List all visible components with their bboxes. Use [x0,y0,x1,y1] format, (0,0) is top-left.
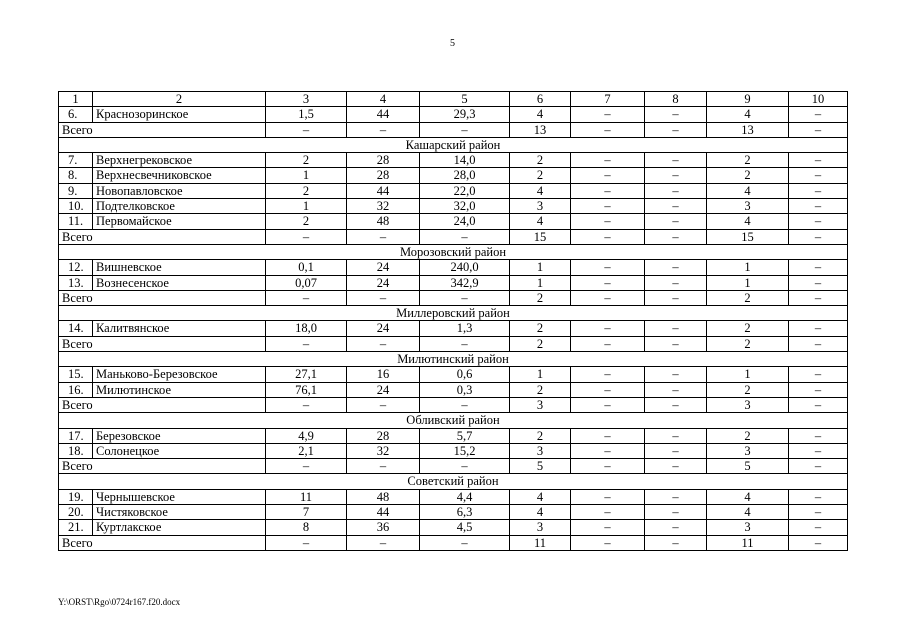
value-cell: 3 [510,199,571,214]
value-cell: – [645,199,707,214]
settlement-name: Вишневское [93,260,266,275]
value-cell: – [789,382,848,397]
value-cell: – [789,520,848,535]
value-cell: 5,7 [420,428,510,443]
total-value-cell: 5 [707,459,789,474]
value-cell: 8 [266,520,347,535]
region-heading: Морозовский район [59,244,848,259]
total-value-cell: – [789,535,848,550]
value-cell: 27,1 [266,367,347,382]
total-value-cell: – [789,229,848,244]
value-cell: 24 [347,275,420,290]
total-value-cell: – [789,459,848,474]
value-cell: – [645,153,707,168]
total-value-cell: 13 [707,122,789,137]
settlement-name: Солонецкое [93,443,266,458]
settlement-name: Вознесенское [93,275,266,290]
total-label: Всего [59,290,266,305]
value-cell: 2 [510,428,571,443]
row-number: 11. [59,214,93,229]
value-cell: 32,0 [420,199,510,214]
value-cell: 1 [707,260,789,275]
value-cell: – [571,107,645,122]
region-heading: Советский район [59,474,848,489]
value-cell: 36 [347,520,420,535]
value-cell: – [645,520,707,535]
settlement-name: Новопавловское [93,183,266,198]
value-cell: 4 [707,183,789,198]
total-value-cell: 13 [510,122,571,137]
total-row [59,397,848,412]
value-cell: 14,0 [420,153,510,168]
total-row [59,459,848,474]
total-row [59,229,848,244]
value-cell: – [789,214,848,229]
value-cell: 4,5 [420,520,510,535]
settlement-name: Березовское [93,428,266,443]
total-value-cell: – [571,459,645,474]
value-cell: – [789,275,848,290]
value-cell: 4 [510,489,571,504]
value-cell: 2 [707,168,789,183]
total-value-cell: – [420,397,510,412]
row-number: 16. [59,382,93,397]
value-cell: 11 [266,489,347,504]
value-cell: 18,0 [266,321,347,336]
value-cell: – [645,214,707,229]
value-cell: 1 [510,275,571,290]
settlement-name: Первомайское [93,214,266,229]
value-cell: 1 [707,367,789,382]
settlement-name: Чистяковское [93,505,266,520]
column-number-header: 5 [420,92,510,107]
column-number-header: 1 [59,92,93,107]
value-cell: 0,1 [266,260,347,275]
total-value-cell: – [789,336,848,351]
total-value-cell: – [571,535,645,550]
value-cell: – [645,505,707,520]
total-value-cell: – [645,535,707,550]
value-cell: 24 [347,382,420,397]
value-cell: 4 [707,214,789,229]
total-value-cell: – [420,336,510,351]
value-cell: – [571,199,645,214]
value-cell: 2,1 [266,443,347,458]
total-value-cell: – [789,122,848,137]
value-cell: – [571,520,645,535]
value-cell: 0,3 [420,382,510,397]
value-cell: 29,3 [420,107,510,122]
total-value-cell: – [420,229,510,244]
total-value-cell: – [347,336,420,351]
value-cell: 4 [707,107,789,122]
row-number: 14. [59,321,93,336]
value-cell: 4,9 [266,428,347,443]
table-row [59,168,848,183]
value-cell: 0,6 [420,367,510,382]
value-cell: – [789,199,848,214]
value-cell: 7 [266,505,347,520]
settlement-name: Чернышевское [93,489,266,504]
value-cell: – [789,260,848,275]
total-value-cell: – [571,229,645,244]
total-value-cell: – [347,229,420,244]
settlement-name: Верхнесвечниковское [93,168,266,183]
value-cell: – [789,505,848,520]
value-cell: 4 [510,505,571,520]
value-cell: 22,0 [420,183,510,198]
region-heading-row [59,413,848,428]
value-cell: – [571,153,645,168]
value-cell: 44 [347,183,420,198]
value-cell: 3 [707,199,789,214]
value-cell: 2 [510,382,571,397]
column-number-header: 9 [707,92,789,107]
total-value-cell: – [347,290,420,305]
value-cell: 1 [266,199,347,214]
table-row [59,382,848,397]
value-cell: – [789,153,848,168]
value-cell: 24 [347,321,420,336]
value-cell: – [571,275,645,290]
total-value-cell: – [266,290,347,305]
row-number: 18. [59,443,93,458]
value-cell: 1 [510,367,571,382]
total-value-cell: 15 [510,229,571,244]
total-value-cell: – [347,535,420,550]
value-cell: 28,0 [420,168,510,183]
value-cell: 1 [707,275,789,290]
settlement-name: Калитвянское [93,321,266,336]
table-row [59,260,848,275]
value-cell: 76,1 [266,382,347,397]
table-row [59,505,848,520]
value-cell: – [571,367,645,382]
value-cell: 28 [347,168,420,183]
value-cell: – [571,168,645,183]
value-cell: – [789,107,848,122]
row-number: 9. [59,183,93,198]
total-value-cell: – [266,397,347,412]
row-number: 15. [59,367,93,382]
table-row [59,520,848,535]
value-cell: – [789,443,848,458]
value-cell: 1,3 [420,321,510,336]
value-cell: 2 [707,428,789,443]
value-cell: 2 [510,153,571,168]
region-heading-row [59,137,848,152]
row-number: 6. [59,107,93,122]
value-cell: 342,9 [420,275,510,290]
total-row [59,122,848,137]
value-cell: 48 [347,489,420,504]
table-row [59,489,848,504]
settlement-name: Милютинское [93,382,266,397]
value-cell: – [571,489,645,504]
value-cell: 24 [347,260,420,275]
value-cell: – [645,367,707,382]
value-cell: – [789,489,848,504]
value-cell: – [571,183,645,198]
column-number-header: 3 [266,92,347,107]
value-cell: 1,5 [266,107,347,122]
value-cell: – [789,183,848,198]
value-cell: – [645,489,707,504]
value-cell: 2 [707,382,789,397]
value-cell: 28 [347,428,420,443]
row-number: 7. [59,153,93,168]
table-row [59,428,848,443]
value-cell: – [645,275,707,290]
row-number: 20. [59,505,93,520]
value-cell: – [645,260,707,275]
value-cell: 2 [510,168,571,183]
total-value-cell: 2 [510,290,571,305]
value-cell: 3 [707,443,789,458]
region-heading: Милютинский район [59,352,848,367]
region-heading: Кашарский район [59,137,848,152]
total-value-cell: – [645,336,707,351]
settlement-name: Подтелковское [93,199,266,214]
row-number: 8. [59,168,93,183]
total-label: Всего [59,459,266,474]
total-label: Всего [59,535,266,550]
value-cell: – [645,321,707,336]
settlement-name: Краснозоринское [93,107,266,122]
value-cell: 4 [707,489,789,504]
table-row [59,214,848,229]
value-cell: 4 [510,183,571,198]
value-cell: 44 [347,505,420,520]
total-value-cell: – [571,122,645,137]
region-heading: Миллеровский район [59,306,848,321]
value-cell: 3 [510,443,571,458]
value-cell: 24,0 [420,214,510,229]
value-cell: 4 [510,107,571,122]
value-cell: 4,4 [420,489,510,504]
value-cell: – [645,183,707,198]
value-cell: – [645,443,707,458]
region-heading-row [59,244,848,259]
value-cell: 32 [347,199,420,214]
value-cell: 4 [707,505,789,520]
value-cell: 1 [510,260,571,275]
value-cell: – [645,382,707,397]
value-cell: 3 [707,520,789,535]
value-cell: – [571,260,645,275]
value-cell: 2 [510,321,571,336]
total-value-cell: – [347,397,420,412]
region-heading-row [59,306,848,321]
total-value-cell: 11 [510,535,571,550]
value-cell: 32 [347,443,420,458]
value-cell: 2 [266,153,347,168]
table-row [59,321,848,336]
total-value-cell: – [645,397,707,412]
settlement-name: Куртлакское [93,520,266,535]
value-cell: – [571,443,645,458]
table-row [59,199,848,214]
value-cell: – [789,168,848,183]
value-cell: 15,2 [420,443,510,458]
value-cell: – [645,428,707,443]
column-number-header: 8 [645,92,707,107]
total-value-cell: – [645,229,707,244]
value-cell: 240,0 [420,260,510,275]
row-number: 13. [59,275,93,290]
total-value-cell: – [645,290,707,305]
total-value-cell: 11 [707,535,789,550]
value-cell: 28 [347,153,420,168]
file-path-footer: Y:\ORST\Rgo\0724r167.f20.docx [58,597,181,607]
value-cell: – [571,382,645,397]
total-value-cell: – [347,459,420,474]
value-cell: 1 [266,168,347,183]
column-number-header: 7 [571,92,645,107]
total-row [59,336,848,351]
total-row [59,290,848,305]
value-cell: 2 [266,214,347,229]
total-label: Всего [59,397,266,412]
row-number: 21. [59,520,93,535]
total-value-cell: – [266,229,347,244]
table-row [59,275,848,290]
value-cell: 44 [347,107,420,122]
table-row [59,153,848,168]
value-cell: 0,07 [266,275,347,290]
total-value-cell: – [571,336,645,351]
total-value-cell: – [420,122,510,137]
total-value-cell: 2 [707,336,789,351]
total-value-cell: 3 [510,397,571,412]
region-heading: Обливский район [59,413,848,428]
total-value-cell: – [420,290,510,305]
table-row [59,183,848,198]
value-cell: – [789,321,848,336]
total-value-cell: – [571,290,645,305]
value-cell: 16 [347,367,420,382]
value-cell: – [571,505,645,520]
total-label: Всего [59,122,266,137]
total-value-cell: – [347,122,420,137]
value-cell: 3 [510,520,571,535]
value-cell: – [571,428,645,443]
data-table [58,91,848,551]
total-value-cell: – [420,535,510,550]
value-cell: 2 [707,153,789,168]
row-number: 12. [59,260,93,275]
total-value-cell: – [789,397,848,412]
column-number-header: 2 [93,92,266,107]
value-cell: 48 [347,214,420,229]
page-number: 5 [450,38,455,49]
total-value-cell: – [266,459,347,474]
total-value-cell: 2 [707,290,789,305]
settlement-name: Верхнегрековское [93,153,266,168]
total-row [59,535,848,550]
settlement-name: Маньково-Березовское [93,367,266,382]
row-number: 19. [59,489,93,504]
total-value-cell: – [420,459,510,474]
total-value-cell: – [645,459,707,474]
total-value-cell: – [645,122,707,137]
row-number: 17. [59,428,93,443]
column-number-header: 6 [510,92,571,107]
value-cell: 2 [707,321,789,336]
value-cell: – [789,428,848,443]
total-value-cell: 3 [707,397,789,412]
value-cell: – [645,107,707,122]
table-header-row [59,92,848,107]
value-cell: 4 [510,214,571,229]
total-value-cell: 2 [510,336,571,351]
value-cell: – [645,168,707,183]
total-value-cell: – [571,397,645,412]
row-number: 10. [59,199,93,214]
table-row [59,367,848,382]
total-value-cell: – [266,535,347,550]
total-value-cell: 5 [510,459,571,474]
table-row [59,443,848,458]
value-cell: – [789,367,848,382]
total-value-cell: – [266,336,347,351]
value-cell: 6,3 [420,505,510,520]
total-value-cell: – [266,122,347,137]
value-cell: – [571,214,645,229]
total-label: Всего [59,229,266,244]
value-cell: – [571,321,645,336]
total-value-cell: 15 [707,229,789,244]
column-number-header: 10 [789,92,848,107]
region-heading-row [59,352,848,367]
table-row [59,107,848,122]
total-value-cell: – [789,290,848,305]
column-number-header: 4 [347,92,420,107]
region-heading-row [59,474,848,489]
value-cell: 2 [266,183,347,198]
total-label: Всего [59,336,266,351]
